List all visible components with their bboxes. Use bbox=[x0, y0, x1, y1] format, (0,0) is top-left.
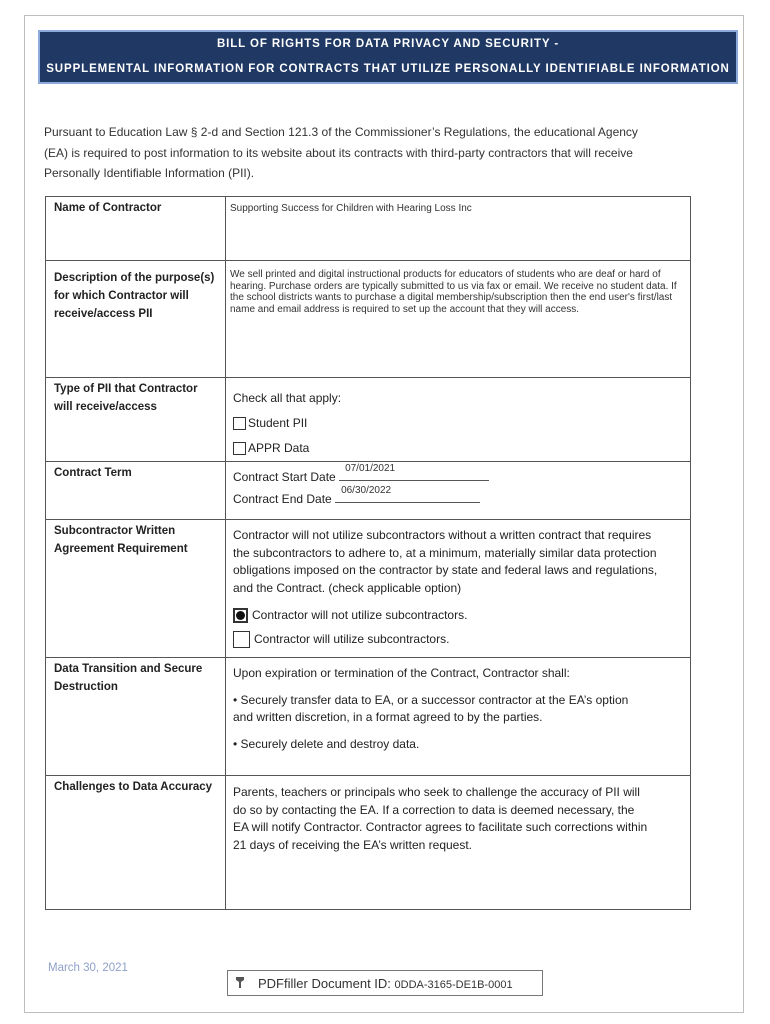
header-title-line1: BILL OF RIGHTS FOR DATA PRIVACY AND SECURITY - bbox=[216, 38, 560, 50]
value-purpose-cell bbox=[226, 261, 691, 378]
pdffiller-id: 0DDA-3165-DE1B-0001 bbox=[394, 979, 513, 991]
intro-line-1: Pursuant to Education Law § 2-d and Section 121.3 of the Commissioner’s Regulations, the educational Agency bbox=[44, 125, 638, 139]
appr-data-checkbox[interactable] bbox=[233, 442, 246, 455]
contract-start-date-value: 07/01/2021 bbox=[345, 463, 396, 474]
pdffiller-label: PDFfiller Document ID: bbox=[258, 976, 391, 991]
value-subcontractor-cell bbox=[226, 520, 691, 658]
utilize-subcontractors-checkbox[interactable] bbox=[233, 631, 250, 648]
label-purpose: Description of the purpose(s) for which Contractor will receive/access PII bbox=[46, 261, 226, 378]
intro-paragraph bbox=[44, 122, 694, 184]
transition-bullet-delete: • Securely delete and destroy data. bbox=[233, 736, 420, 751]
label-pii-type: Type of PII that Contractor will receive/access bbox=[46, 378, 226, 462]
value-pii-type-cell bbox=[226, 378, 691, 462]
intro-line-2: (EA) is required to post information to its website about its contracts with third-party contractors that will receive bbox=[44, 145, 633, 160]
contract-end-date-value: 06/30/2022 bbox=[341, 485, 392, 496]
student-pii-label: Student PII bbox=[248, 416, 308, 430]
table-row-subcontractor bbox=[46, 520, 691, 658]
pii-option-appr bbox=[233, 436, 690, 461]
subcontractor-option-utilize bbox=[233, 629, 660, 649]
table-row-challenges bbox=[46, 776, 691, 910]
pii-check-instruction: Check all that apply: bbox=[233, 391, 342, 405]
value-purpose[interactable]: We sell printed and digital instructional products for educators of students who are deaf or hard of hearing. Purchase orders are typically submitted to us via fax or email. We receive no student data. If the school districts wants to purchase a digital membership/subscription then the end user's first/last name and email address is required to set up the account that they will access. bbox=[230, 269, 677, 315]
contract-end-date-field[interactable] bbox=[335, 485, 480, 503]
label-contract-term: Contract Term bbox=[46, 462, 226, 520]
table-row-contract-term bbox=[46, 462, 691, 520]
pdffiller-icon bbox=[235, 976, 245, 989]
transition-intro: Upon expiration or termination of the Contract, Contractor shall: bbox=[233, 666, 570, 680]
document-header-banner bbox=[38, 30, 738, 84]
table-row-pii-type bbox=[46, 378, 691, 462]
pii-option-student bbox=[233, 411, 690, 436]
challenges-text: Parents, teachers or principals who seek to challenge the accuracy of PII will do so by contacting the EA. If a correction to data is deemed necessary, the EA will notify Contractor. Contractor agrees to facilitate such corrections within 21 days of receiving the EA’s written request. bbox=[233, 785, 648, 852]
contract-start-row bbox=[233, 463, 690, 488]
table-row-contractor-name bbox=[46, 197, 691, 261]
value-contractor-name-cell bbox=[226, 197, 691, 261]
value-challenges-cell bbox=[226, 776, 691, 910]
not-utilize-subcontractors-label: Contractor will not utilize subcontractors. bbox=[252, 608, 468, 622]
transition-bullet-transfer: • Securely transfer data to EA, or a successor contractor at the EA’s option and written discretion, in a format agreed to by the parties. bbox=[233, 692, 629, 724]
label-challenges: Challenges to Data Accuracy bbox=[46, 776, 226, 910]
value-data-transition-cell bbox=[226, 658, 691, 776]
label-subcontractor: Subcontractor Written Agreement Requirement bbox=[46, 520, 226, 658]
contract-end-label: Contract End Date bbox=[233, 492, 332, 506]
value-contractor-name[interactable]: Supporting Success for Children with Hearing Loss Inc bbox=[230, 203, 472, 214]
contract-info-table bbox=[45, 196, 691, 910]
pdffiller-document-id-badge bbox=[227, 970, 543, 996]
subcontractor-option-not-utilize bbox=[233, 605, 660, 625]
footer-date: March 30, 2021 bbox=[48, 962, 128, 974]
subcontractor-text: Contractor will not utilize subcontractors without a written contract that requires the subcontractors to adhere to, at a minimum, materially similar data protection obligations imposed on the contractor by state and federal laws and regulations, and the Contract. (check applicable option) bbox=[233, 528, 658, 595]
header-title-line2: SUPPLEMENTAL INFORMATION FOR CONTRACTS THAT UTILIZE PERSONALLY IDENTIFIABLE INFORMATION bbox=[46, 63, 730, 75]
not-utilize-subcontractors-checkbox[interactable] bbox=[233, 608, 248, 623]
contract-end-row bbox=[233, 485, 690, 510]
value-contract-term-cell bbox=[226, 462, 691, 520]
student-pii-checkbox[interactable] bbox=[233, 417, 246, 430]
contract-start-label: Contract Start Date bbox=[233, 470, 336, 484]
pdffiller-label-group bbox=[258, 976, 513, 991]
label-data-transition: Data Transition and Secure Destruction bbox=[46, 658, 226, 776]
table-row-purpose bbox=[46, 261, 691, 378]
table-row-data-transition bbox=[46, 658, 691, 776]
appr-data-label: APPR Data bbox=[248, 441, 310, 455]
utilize-subcontractors-label: Contractor will utilize subcontractors. bbox=[254, 632, 450, 646]
intro-line-3: Personally Identifiable Information (PII). bbox=[44, 166, 255, 180]
label-contractor-name: Name of Contractor bbox=[46, 197, 226, 261]
